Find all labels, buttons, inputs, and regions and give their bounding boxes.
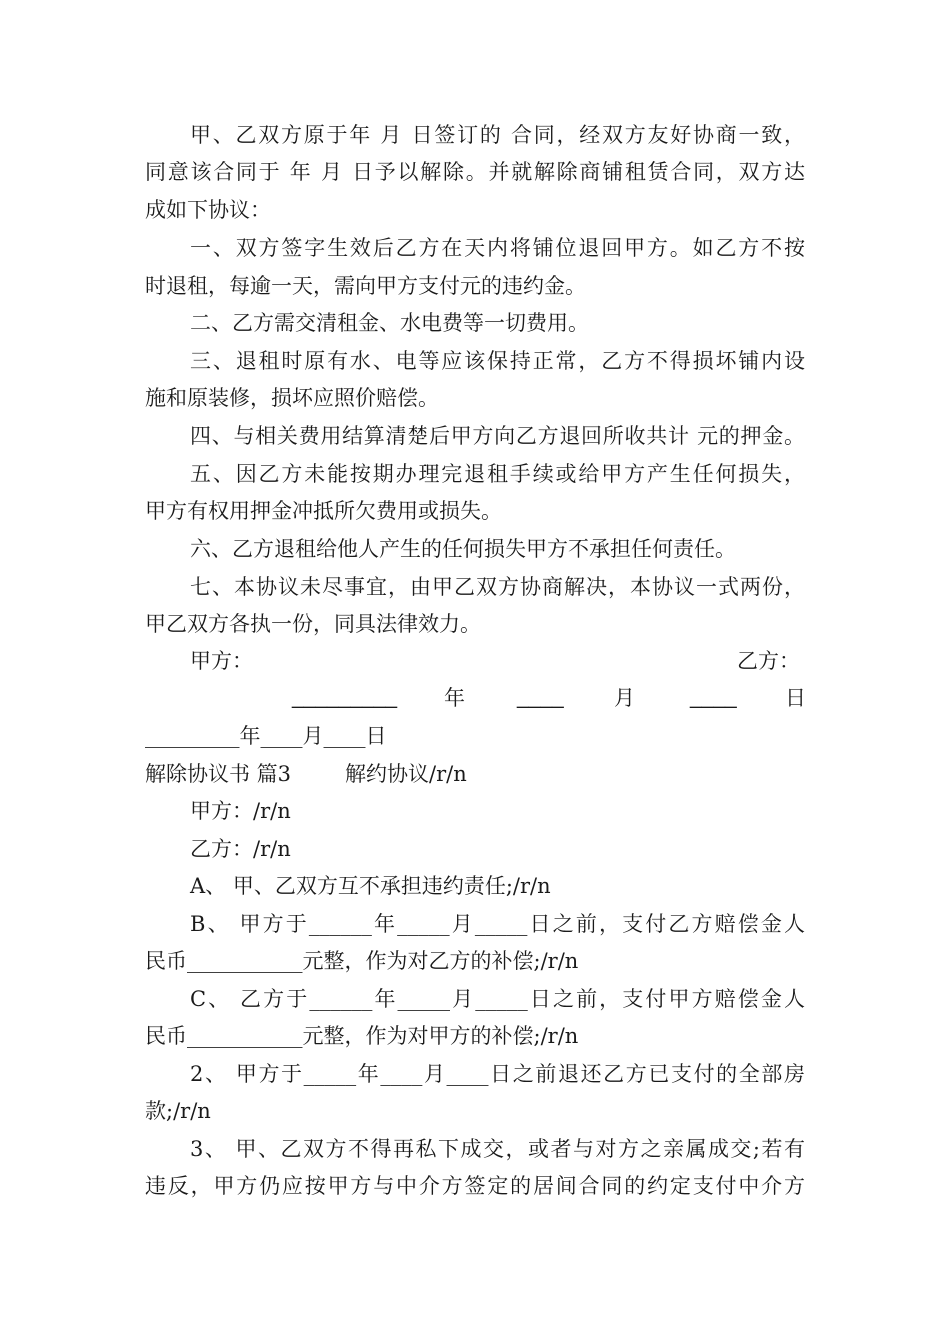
section-heading: 解除协议书 篇3 [145, 762, 292, 786]
party-a-line: 甲方：/r/n [190, 799, 291, 823]
section-subheading: 解约协议/r/n [345, 762, 467, 786]
term-3-line: 违反，甲方仍应按甲方与中介方签定的居间合同的约定支付中介方 [145, 1174, 805, 1198]
clause-4-line: 四、与相关费用结算清楚后甲方向乙方退回所收共计 元的押金。 [190, 424, 805, 448]
term-b-line: 民币___________元整，作为对乙方的补偿;/r/n [145, 949, 579, 973]
party-a-signature-label: 甲方： [190, 649, 253, 673]
clause-7-line: 七、本协议未尽事宜，由甲乙双方协商解决，本协议一式两份， [190, 575, 805, 599]
clause-7-line: 甲乙双方各执一份，同具法律效力。 [145, 612, 481, 636]
clause-6-line: 六、乙方退租给他人产生的任何损失甲方不承担任何责任。 [190, 537, 736, 561]
paragraph-line: 成如下协议： [145, 198, 271, 222]
date-day-label: 日 [785, 686, 806, 710]
date-blank-day: ____ [690, 686, 737, 709]
term-3-line: 3、 甲、乙双方不得再私下成交，或者与对方之亲属成交;若有 [190, 1137, 805, 1161]
clause-2-line: 二、乙方需交清租金、水电费等一切费用。 [190, 311, 589, 335]
date-blank-year: _________ [292, 686, 398, 709]
term-c-line: 民币___________元整，作为对甲方的补偿;/r/n [145, 1024, 579, 1048]
date-blank-month: ____ [517, 686, 564, 709]
term-b-line: B、 甲方于______年_____月_____日之前，支付乙方赔偿金人 [190, 912, 805, 936]
party-b-line: 乙方：/r/n [190, 837, 291, 861]
clause-3-line: 三、退租时原有水、电等应该保持正常，乙方不得损坏铺内设 [190, 349, 805, 373]
date-year-label: 年 [444, 686, 465, 710]
term-2-line: 2、 甲方于_____年____月____日之前退还乙方已支付的全部房 [190, 1062, 805, 1086]
term-2-line: 款;/r/n [145, 1099, 211, 1123]
clause-3-line: 施和原装修，损坏应照价赔偿。 [145, 386, 439, 410]
party-b-signature-label: 乙方： [737, 649, 800, 673]
clause-1-line: 时退租，每逾一天，需向甲方支付元的违约金。 [145, 274, 586, 298]
term-a-line: A、 甲、乙双方互不承担违约责任;/r/n [190, 874, 551, 898]
clause-1-line: 一、双方签字生效后乙方在天内将铺位退回甲方。如乙方不按 [190, 236, 805, 260]
clause-5-line: 五、因乙方未能按期办理完退租手续或给甲方产生任何损失， [190, 462, 805, 486]
date-month-label: 月 [614, 686, 635, 710]
paragraph-line: 甲、乙双方原于年 月 日签订的 合同，经双方友好协商一致， [190, 123, 805, 147]
date-line: _________年____月____日 [145, 724, 387, 748]
term-c-line: C、 乙方于______年_____月_____日之前，支付甲方赔偿金人 [190, 987, 805, 1011]
clause-5-line: 甲方有权用押金冲抵所欠费用或损失。 [145, 499, 502, 523]
paragraph-line: 同意该合同于 年 月 日予以解除。并就解除商铺租赁合同，双方达 [145, 160, 805, 184]
